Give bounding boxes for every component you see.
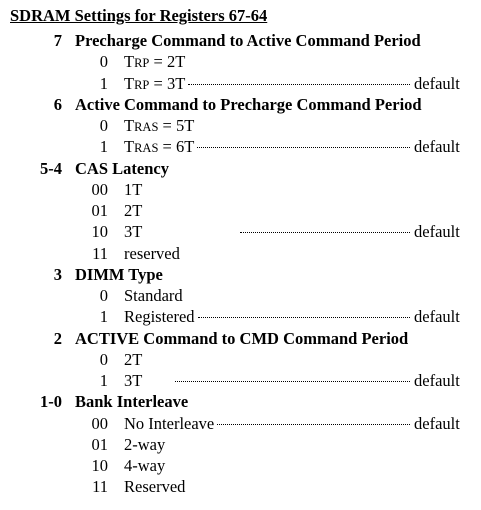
- option-label: 1T: [124, 179, 143, 199]
- option-label: TRAS = 6T: [124, 137, 195, 157]
- option-row: [0, 349, 481, 371]
- dot-leader: [240, 230, 410, 233]
- option-code: 11: [92, 243, 108, 263]
- option-code: 1: [99, 307, 108, 327]
- option-code: 00: [91, 179, 108, 199]
- dot-leader: [197, 145, 410, 148]
- option-code: 10: [91, 456, 108, 475]
- option-label: reserved: [124, 243, 180, 263]
- option-row: [0, 179, 481, 201]
- bit-range: 5-4: [40, 158, 62, 178]
- default-marker: default: [414, 222, 460, 242]
- option-code: 0: [99, 116, 108, 135]
- section-heading-row: [0, 94, 481, 116]
- section-heading-row: [0, 30, 481, 52]
- default-marker: default: [414, 137, 460, 157]
- timing-subscript: RP: [134, 56, 150, 71]
- option-row: [0, 51, 481, 73]
- section-heading: Active Command to Precharge Command Period: [75, 94, 422, 114]
- option-row: [0, 115, 481, 137]
- option-row: [0, 306, 481, 328]
- default-marker: default: [414, 371, 460, 390]
- option-row: [0, 434, 481, 456]
- option-row: [0, 73, 481, 95]
- option-row: [0, 476, 481, 498]
- option-label: 3T: [124, 222, 143, 242]
- default-marker: default: [414, 307, 460, 327]
- option-label: TRAS = 5T: [124, 116, 195, 135]
- section-heading-row: [0, 158, 481, 180]
- option-code: 0: [99, 52, 108, 72]
- option-row: [0, 136, 481, 158]
- bit-range: 1-0: [40, 392, 62, 412]
- section-heading: Precharge Command to Active Command Period: [75, 31, 421, 50]
- dot-leader: [217, 422, 410, 425]
- option-row: [0, 455, 481, 477]
- option-label: 3T: [124, 371, 143, 390]
- option-code: 1: [99, 137, 108, 157]
- option-row: [0, 413, 481, 435]
- timing-subscript: RP: [134, 77, 150, 92]
- bit-range: 2: [53, 328, 62, 348]
- bit-range: 3: [53, 264, 62, 284]
- option-row: [0, 221, 481, 243]
- default-marker: default: [414, 73, 460, 93]
- option-code: 10: [91, 222, 108, 242]
- dot-leader: [198, 315, 410, 318]
- section-heading: ACTIVE Command to CMD Command Period: [75, 328, 409, 348]
- option-label: TRP = 2T: [124, 52, 186, 72]
- timing-subscript: RAS: [134, 120, 159, 134]
- bit-range: 7: [53, 31, 62, 50]
- option-label: 4-way: [124, 456, 166, 475]
- option-row: [0, 285, 481, 307]
- option-row: [0, 370, 481, 392]
- section-heading: DIMM Type: [75, 264, 163, 284]
- bit-range: 6: [53, 94, 62, 114]
- option-code: 11: [92, 477, 108, 497]
- dot-leader: [175, 379, 410, 382]
- option-code: 0: [99, 349, 108, 369]
- option-label: Standard: [124, 286, 183, 305]
- section-heading-row: [0, 328, 481, 350]
- timing-subscript: RAS: [134, 141, 159, 156]
- option-label: 2T: [124, 349, 143, 369]
- option-code: 1: [99, 73, 108, 93]
- option-label: No Interleave: [124, 413, 215, 433]
- option-row: [0, 200, 481, 222]
- document-title: SDRAM Settings for Registers 67-64: [10, 6, 268, 25]
- section-heading: Bank Interleave: [75, 392, 189, 412]
- option-code: 01: [91, 434, 108, 454]
- option-label: TRP = 3T: [124, 73, 186, 93]
- option-code: 1: [99, 371, 108, 390]
- option-label: 2-way: [124, 434, 166, 454]
- section-heading-row: [0, 391, 481, 413]
- option-code: 01: [91, 201, 108, 220]
- dot-leader: [188, 82, 410, 85]
- default-marker: default: [414, 413, 460, 433]
- section-heading: CAS Latency: [75, 158, 169, 178]
- section-heading-row: [0, 264, 481, 286]
- option-label: Registered: [124, 307, 195, 327]
- option-code: 0: [99, 286, 108, 305]
- option-code: 00: [91, 413, 108, 433]
- option-label: 2T: [124, 201, 143, 220]
- option-label: Reserved: [124, 477, 186, 497]
- option-row: [0, 243, 481, 265]
